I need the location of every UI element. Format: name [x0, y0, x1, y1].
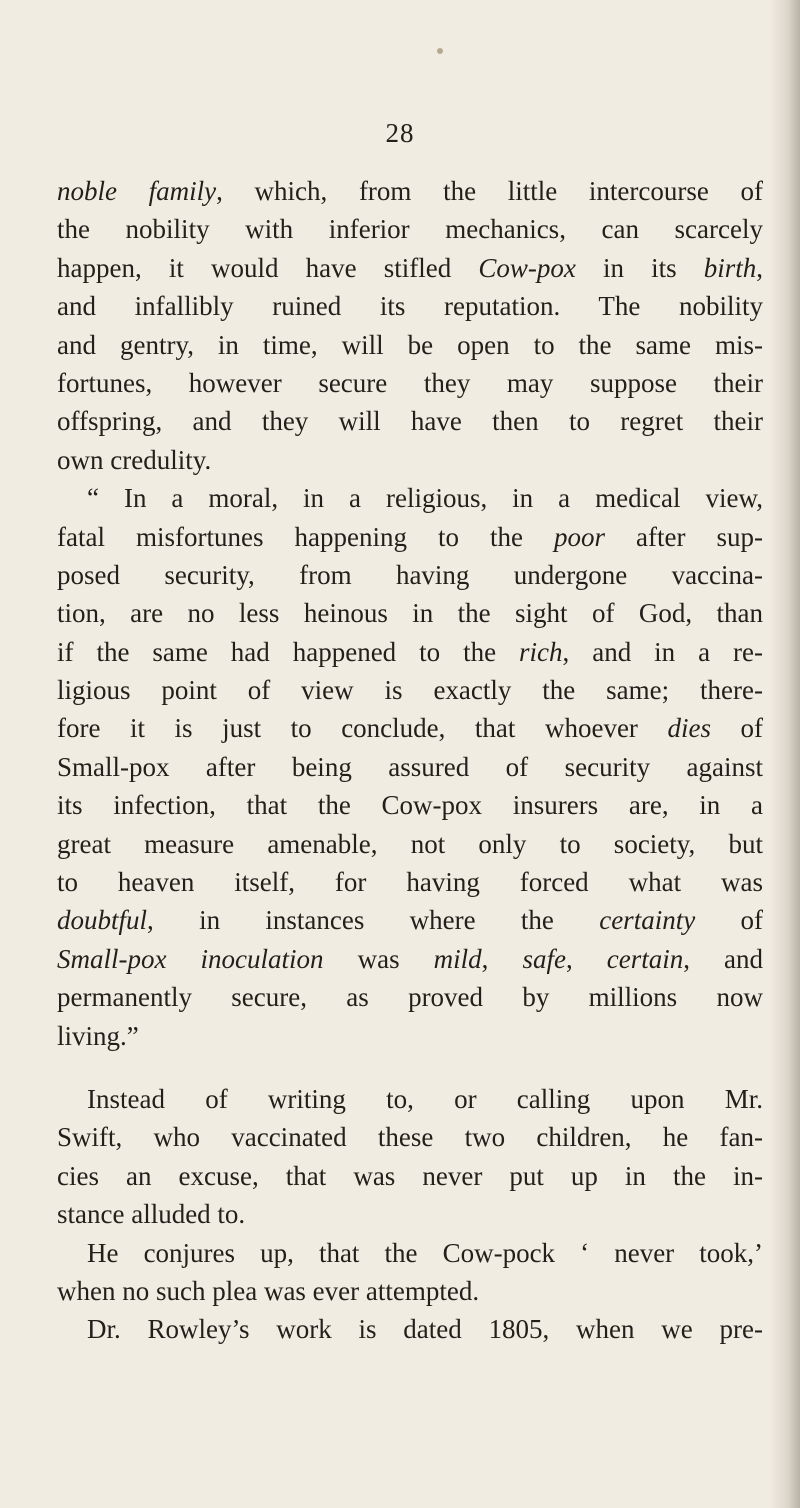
text-run: of — [695, 905, 763, 936]
text-line — [57, 326, 763, 364]
text-line — [57, 1017, 763, 1055]
text-line — [57, 825, 763, 863]
text-line — [57, 671, 763, 709]
text-run: to heaven itself, for having forced what was — [57, 867, 763, 898]
text-run: , which, from the little intercourse of — [216, 176, 763, 206]
text-run: of — [710, 713, 763, 744]
text-line — [57, 249, 763, 287]
text-line — [57, 1234, 763, 1272]
text-line — [57, 441, 763, 479]
text-line — [57, 172, 763, 210]
text-line — [57, 709, 763, 747]
italic-text: certain — [606, 943, 684, 974]
text-run: and infallibly ruined its reputation. The nobility — [57, 291, 763, 322]
italic-text: certainty — [599, 905, 696, 936]
text-line — [57, 479, 763, 517]
text-line — [57, 518, 763, 556]
text-run: and gentry, in time, will be open to the same mis- — [57, 329, 763, 360]
text-run: He conjures up, that the Cow-pock ‘ never took,’ — [87, 1237, 763, 1268]
text-line — [57, 786, 763, 824]
text-line — [57, 1310, 763, 1348]
text-line — [57, 287, 763, 325]
italic-text: poor — [554, 521, 606, 552]
text-line — [57, 633, 763, 671]
text-line — [57, 978, 763, 1016]
text-line — [57, 1080, 763, 1118]
text-run: was — [323, 943, 434, 974]
text-run: , — [565, 943, 607, 974]
text-run: stance alluded to. — [57, 1199, 246, 1230]
text-line — [57, 210, 763, 248]
text-run: , — [481, 943, 523, 974]
text-line — [57, 1195, 763, 1233]
text-line — [57, 748, 763, 786]
text-line — [57, 364, 763, 402]
paragraph-gap — [57, 1055, 763, 1080]
italic-text: doubtful — [57, 905, 148, 936]
text-run: , in instances where the — [147, 905, 600, 936]
italic-text: Cow-pox — [478, 252, 576, 283]
text-run: if the same had happened to the — [57, 636, 520, 667]
italic-text: rich — [519, 636, 563, 667]
text-run: “ In a moral, in a religious, in a medical view, — [87, 483, 763, 514]
text-line — [57, 940, 763, 978]
italic-text: mild — [433, 943, 482, 974]
text-run: in its — [575, 252, 704, 283]
italic-text: noble family — [57, 176, 217, 206]
text-line — [57, 402, 763, 440]
text-run: , and in a re- — [562, 636, 763, 667]
text-run: offspring, and they will have then to regret their — [57, 406, 763, 437]
text-run: Instead of writing to, or calling upon Mr. — [87, 1083, 763, 1114]
page-edge-shadow — [770, 0, 800, 1508]
text-run: tion, are no less heinous in the sight of God, than — [57, 598, 763, 629]
text-line — [57, 863, 763, 901]
text-line — [57, 1118, 763, 1156]
text-run: cies an excuse, that was never put up in the in- — [57, 1160, 763, 1191]
text-run: own credulity. — [57, 444, 212, 475]
italic-text: dies — [667, 713, 711, 744]
text-line — [57, 1272, 763, 1310]
text-run: fore it is just to conclude, that whoever — [57, 713, 668, 744]
ink-speck — [437, 48, 443, 54]
text-run: when no such plea was ever attempted. — [57, 1275, 480, 1306]
page-number: 28 — [385, 118, 415, 148]
text-run: Dr. Rowley’s work is dated 1805, when we pre- — [87, 1314, 763, 1345]
text-run: great measure amenable, not only to society, but — [57, 828, 763, 859]
text-line — [57, 594, 763, 632]
italic-text: Small-pox inoculation — [57, 943, 324, 974]
text-run: posed security, from having undergone vaccina- — [57, 559, 763, 590]
text-run: after sup- — [605, 521, 764, 552]
text-line — [57, 556, 763, 594]
text-run: its infection, that the Cow-pox insurers are, in a — [57, 790, 763, 821]
text-run: the nobility with inferior mechanics, can scarcely — [57, 214, 763, 245]
text-run: permanently secure, as proved by millions now — [57, 982, 763, 1013]
text-run: , — [756, 252, 763, 283]
text-run: , and — [683, 943, 764, 974]
text-run: fortunes, however secure they may suppose their — [57, 367, 763, 398]
text-run: living.” — [57, 1020, 139, 1051]
text-run: Swift, who vaccinated these two children, he fan- — [57, 1122, 763, 1153]
text-run: ligious point of view is exactly the same; there- — [57, 675, 763, 706]
text-line — [57, 901, 763, 939]
italic-text: safe — [522, 943, 566, 974]
text-run: fatal misfortunes happening to the — [57, 521, 554, 552]
body-text — [57, 172, 763, 1349]
text-run: Small-pox after being assured of security against — [57, 751, 763, 782]
text-run: happen, it would have stifled — [57, 252, 479, 283]
italic-text: birth — [703, 252, 757, 283]
text-line — [57, 1157, 763, 1195]
